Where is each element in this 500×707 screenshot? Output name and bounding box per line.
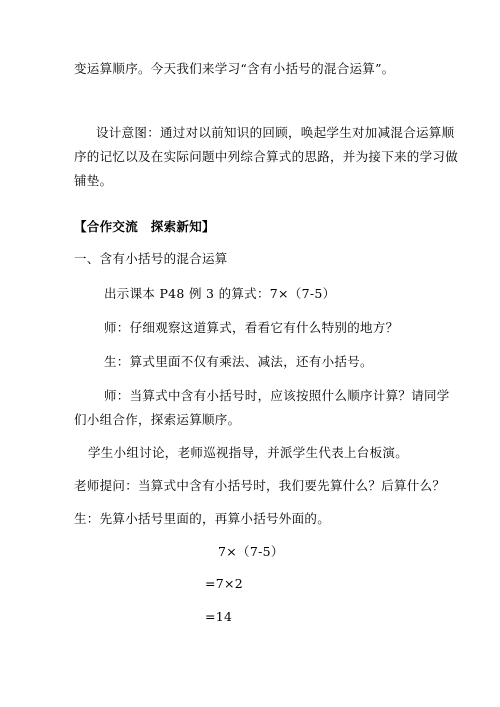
student-answer-1: 生：算式里面不仅有乘法、减法，还有小括号。	[104, 354, 373, 369]
calculation-step-2: =7×2	[205, 576, 244, 591]
design-intent-line-1: 设计意图：通过对以前知识的回顾，唤起学生对加减混合运算顺	[96, 125, 455, 140]
calculation-step-3: =14	[205, 609, 233, 624]
subheading: 一、含有小括号的混合运算	[74, 251, 228, 266]
design-intent-line-3: 铺垫。	[74, 173, 113, 188]
teacher-question-2-line-2: 们小组合作，探索运算顺序。	[74, 412, 241, 427]
teacher-question-2-line-1: 师：当算式中含有小括号时，应该按照什么顺序计算？请同学	[104, 388, 450, 403]
student-answer-2: 生：先算小括号里面的，再算小括号外面的。	[74, 511, 331, 526]
teacher-question-1: 师：仔细观察这道算式，看看它有什么特别的地方？	[104, 320, 399, 335]
intro-tail-text: 变运算顺序。今天我们来学习“含有小括号的混合运算”。	[74, 61, 395, 76]
section-heading: 【合作交流 探索新知】	[74, 219, 215, 234]
group-discussion-text: 学生小组讨论，老师巡视指导，并派学生代表上台板演。	[88, 445, 409, 460]
calculation-step-1: 7×（7-5）	[218, 544, 284, 559]
design-intent-line-2: 序的记忆以及在实际问题中列综合算式的思路，并为接下来的学习做	[74, 149, 459, 164]
example-line: 出示课本 P48 例 3 的算式：7×（7-5）	[104, 286, 336, 301]
teacher-question-3: 老师提问：当算式中含有小括号时，我们要先算什么？后算什么？	[74, 478, 446, 493]
